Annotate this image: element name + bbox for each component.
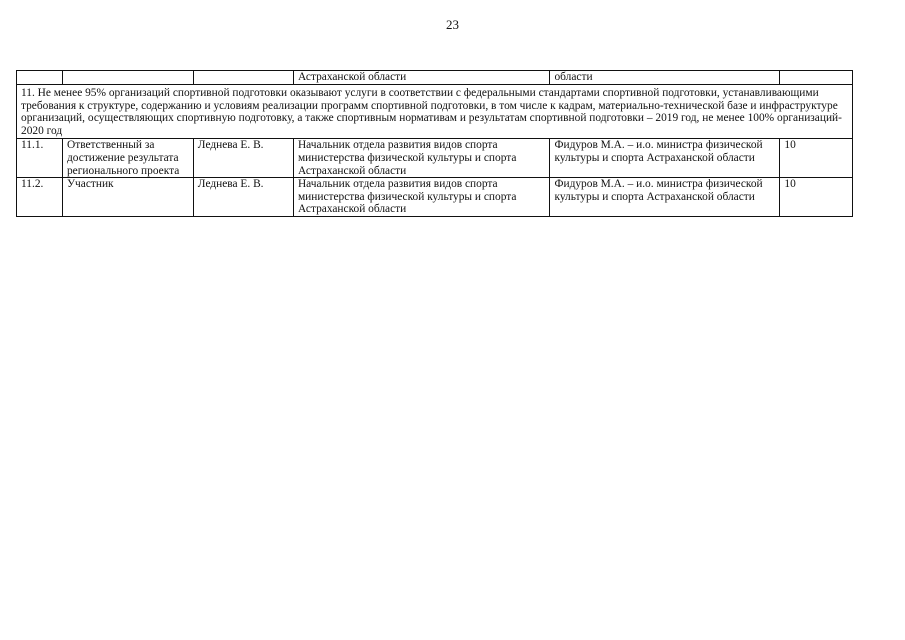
cell-name	[193, 71, 293, 85]
cell-number: 11.2.	[17, 178, 63, 217]
cell-supervisor: Фидуров М.А. – и.о. министра физической культуры и спорта Астраханской области	[550, 178, 780, 217]
continuation-row	[17, 71, 853, 85]
table-row	[17, 178, 853, 217]
cell-load: 10	[780, 139, 853, 178]
cell-load	[780, 71, 853, 85]
cell-position: Начальник отдела развития видов спорта министерства физической культуры и спорта Астраханской области	[293, 178, 550, 217]
cell-name: Леднева Е. В.	[193, 178, 293, 217]
cell-load: 10	[780, 178, 853, 217]
section-header-row	[17, 85, 853, 139]
cell-supervisor: Фидуров М.А. – и.о. министра физической культуры и спорта Астраханской области	[550, 139, 780, 178]
cell-name: Леднева Е. В.	[193, 139, 293, 178]
page-number: 23	[446, 17, 459, 32]
cell-number	[17, 71, 63, 85]
cell-role	[62, 71, 193, 85]
table-row	[17, 139, 853, 178]
cell-role: Ответственный за достижение результата регионального проекта	[62, 139, 193, 178]
cell-number: 11.1.	[17, 139, 63, 178]
cell-position: Астраханской области	[293, 71, 550, 85]
cell-position: Начальник отдела развития видов спорта министерства физической культуры и спорта Астраханской области	[293, 139, 550, 178]
cell-supervisor: области	[550, 71, 780, 85]
cell-role: Участник	[62, 178, 193, 217]
participants-table	[16, 70, 853, 217]
section-header-text: 11. Не менее 95% организаций спортивной подготовки оказывают услуги в соответствии с федеральными стандартами спортивной подготовки, устанавливающими требования к структуре, содержанию и условиям реализации программ спортивной подготовки, в том числе к кадрам, материально-технической базе и инфраструктуре организаций, осуществляющих спортивную подготовку, а также спортивным нормативам и результатам спортивной подготовки – 2019 год, не менее 100% организаций- 2020 год	[17, 85, 853, 139]
